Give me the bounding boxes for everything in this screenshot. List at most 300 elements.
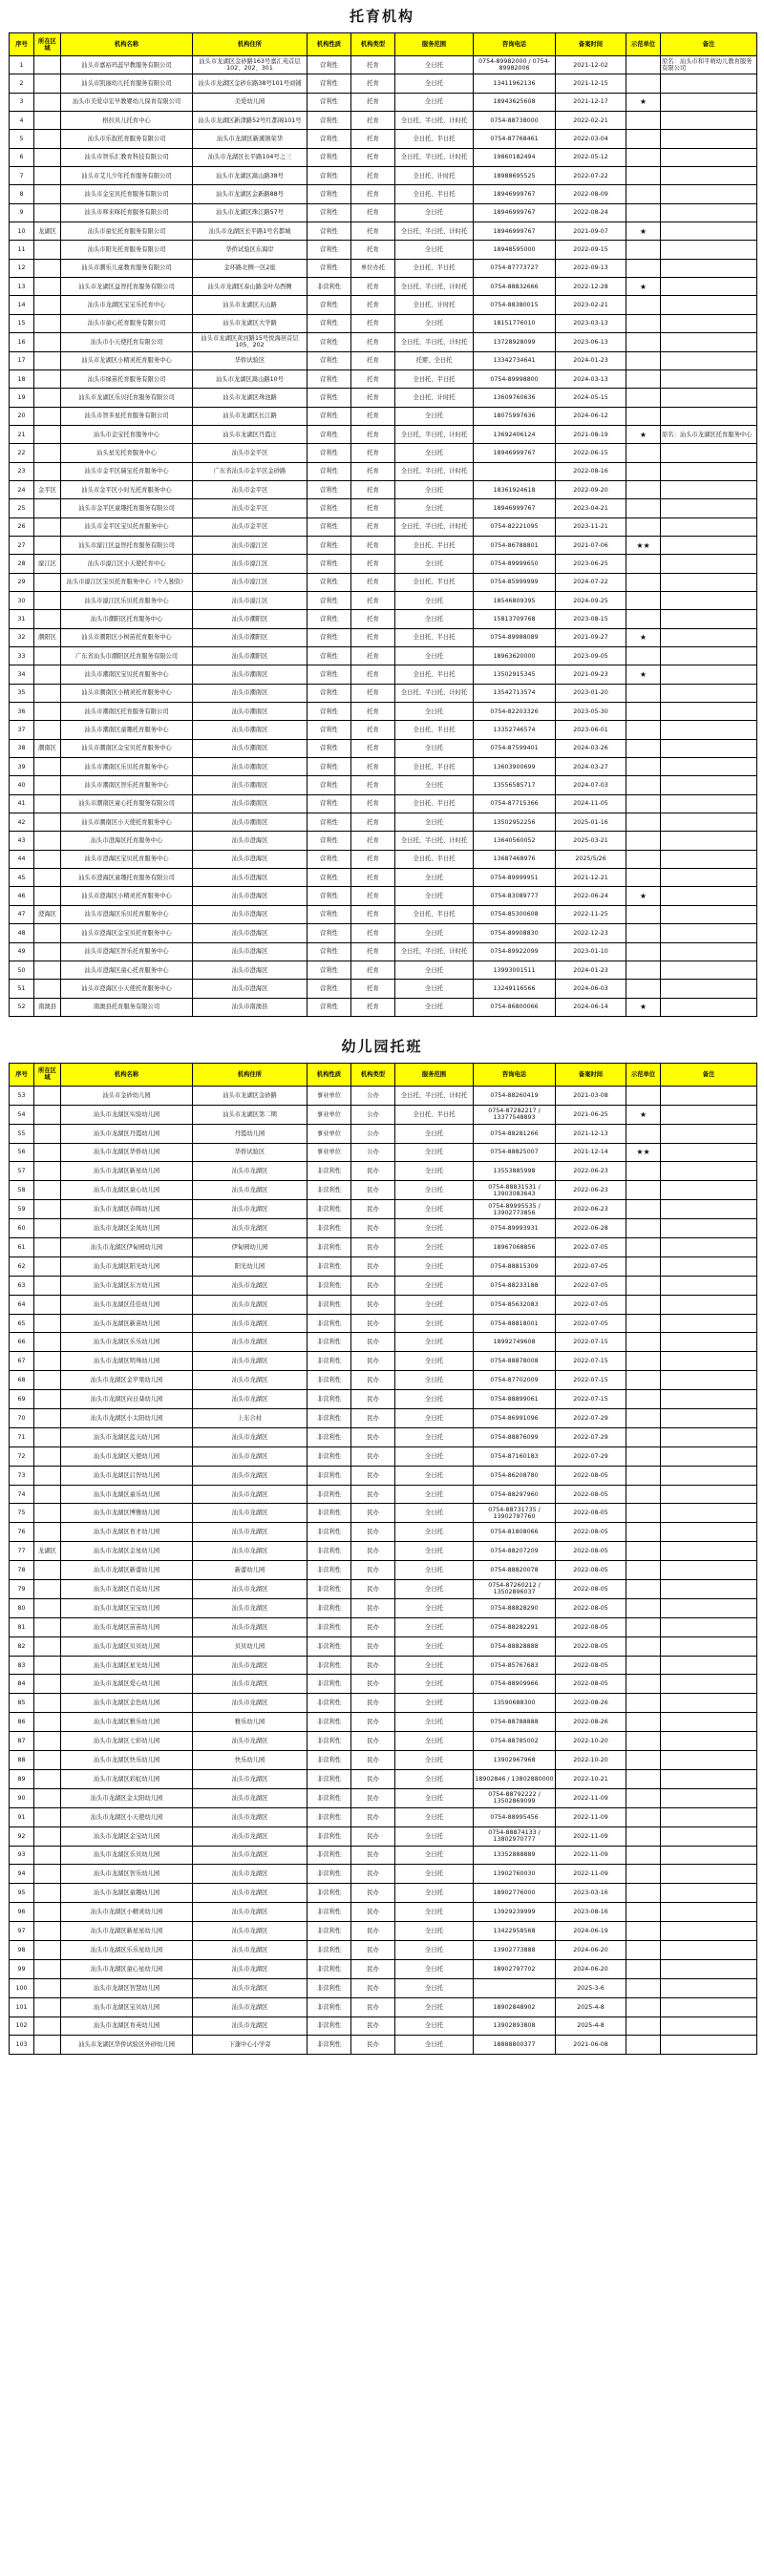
nature-cell: 非营利性 [308, 1390, 351, 1409]
demo-cell [626, 1598, 661, 1617]
seq-cell: 60 [10, 1219, 34, 1238]
demo-cell [626, 1997, 661, 2016]
date-cell: 2024-07-03 [556, 776, 626, 794]
type-cell: 托育 [351, 462, 395, 480]
seq-cell: 93 [10, 1846, 34, 1865]
phone-cell: 0754-88820078 [474, 1561, 556, 1580]
col-header: 机构住所 [193, 33, 308, 56]
address-cell: 汕头市澄海区 [193, 961, 308, 979]
seq-cell: 95 [10, 1884, 34, 1903]
scope-cell: 全日托 [395, 739, 474, 757]
seq-cell: 23 [10, 462, 34, 480]
nature-cell: 非营利性 [308, 1769, 351, 1788]
type-cell: 托育 [351, 167, 395, 185]
scope-cell: 全日托 [395, 998, 474, 1016]
region-cell [34, 1903, 61, 1922]
seq-cell: 13 [10, 278, 34, 296]
date-cell: 2022-06-23 [556, 1162, 626, 1181]
demo-cell [626, 517, 661, 536]
note-cell [661, 721, 757, 739]
nature-cell: 事业单位 [308, 1124, 351, 1143]
name-cell: 汕头市龙湖区丹霞幼儿园 [61, 1124, 193, 1143]
table-header [10, 33, 757, 56]
nature-cell: 非营利性 [308, 1751, 351, 1770]
name-cell: 汕头市龙湖区童心幼儿园 [61, 1181, 193, 1200]
name-cell: 汕头市潮南区宝贝托育服务中心 [61, 665, 193, 684]
seq-cell: 39 [10, 758, 34, 776]
name-cell: 南澳县托育服务有限公司 [61, 998, 193, 1016]
table-row [10, 850, 757, 868]
demo-cell [626, 1713, 661, 1732]
region-cell: 龙湖区 [34, 1542, 61, 1561]
address-cell: 贝贝幼儿园 [193, 1636, 308, 1656]
type-cell: 托育 [351, 961, 395, 979]
address-cell: 汕头市龙湖区 [193, 1807, 308, 1826]
region-cell: 龙湖区 [34, 222, 61, 241]
nature-cell: 营利性 [308, 998, 351, 1016]
scope-cell: 全日托 [395, 1485, 474, 1504]
date-cell: 2021-12-02 [556, 56, 626, 74]
table-row [10, 1485, 757, 1504]
scope-cell: 全日托 [395, 776, 474, 794]
demo-cell [626, 813, 661, 832]
name-cell: 汕头市濠江区小天使托育中心 [61, 555, 193, 573]
name-cell: 汕头市龙湖区乐贝幼儿园 [61, 1846, 193, 1865]
phone-cell: 18992749608 [474, 1333, 556, 1352]
seq-cell: 36 [10, 703, 34, 721]
nature-cell: 非营利性 [308, 1295, 351, 1314]
demo-cell [626, 1656, 661, 1675]
note-cell [661, 610, 757, 628]
scope-cell: 全日托 [395, 1256, 474, 1276]
date-cell: 2021-06-25 [556, 1105, 626, 1124]
date-cell: 2022-11-09 [556, 1807, 626, 1826]
name-cell: 汕头市龙湖区童乐幼儿园 [61, 1485, 193, 1504]
address-cell: 华侨试验区 [193, 1143, 308, 1162]
scope-cell: 全日托 [395, 1732, 474, 1751]
phone-cell: 13609760636 [474, 389, 556, 407]
date-cell: 2022-08-05 [556, 1636, 626, 1656]
demo-cell [626, 74, 661, 93]
region-cell [34, 1219, 61, 1238]
table-row [10, 1769, 757, 1788]
scope-cell: 全日托、半日托 [395, 850, 474, 868]
nature-cell: 非营利性 [308, 1826, 351, 1846]
type-cell: 民办 [351, 1200, 395, 1219]
note-cell [661, 1352, 757, 1371]
nature-cell: 营利性 [308, 721, 351, 739]
note-cell [661, 1466, 757, 1485]
type-cell: 公办 [351, 1124, 395, 1143]
name-cell: 汕头市智乐汇教育科技有限公司 [61, 148, 193, 166]
name-cell: 汕头市龙湖区贝贝幼儿园 [61, 1636, 193, 1656]
type-cell: 民办 [351, 2036, 395, 2055]
name-cell: 汕头市潮南区小精灵托育服务中心 [61, 684, 193, 702]
phone-cell: 19860182494 [474, 148, 556, 166]
demo-cell [626, 1675, 661, 1694]
type-cell: 托育 [351, 241, 395, 259]
scope-cell: 全日托 [395, 1769, 474, 1788]
date-cell: 2021-03-08 [556, 1086, 626, 1105]
type-cell: 托育 [351, 112, 395, 130]
name-cell: 汕头市潮南区乐贝托育服务中心 [61, 758, 193, 776]
phone-cell: 0754-89922099 [474, 942, 556, 961]
type-cell: 民办 [351, 1466, 395, 1485]
demo-cell [626, 739, 661, 757]
note-cell [661, 2036, 757, 2055]
demo-cell [626, 2036, 661, 2055]
type-cell: 民办 [351, 1390, 395, 1409]
table-row [10, 924, 757, 942]
type-cell: 民办 [351, 1295, 395, 1314]
demo-cell [626, 1694, 661, 1713]
region-cell [34, 647, 61, 665]
table-row [10, 942, 757, 961]
scope-cell: 全日托 [395, 314, 474, 332]
region-cell [34, 1143, 61, 1162]
nature-cell: 营利性 [308, 56, 351, 74]
scope-cell: 全日托 [395, 444, 474, 462]
demo-cell [626, 296, 661, 314]
nature-cell: 非营利性 [308, 1219, 351, 1238]
name-cell: 汕头市龙湖区育英幼儿园 [61, 2016, 193, 2036]
scope-cell: 全日托 [395, 887, 474, 905]
name-cell: 汕头市龙湖区智乐幼儿园 [61, 1865, 193, 1884]
nature-cell: 营利性 [308, 794, 351, 813]
date-cell: 2021-09-07 [556, 222, 626, 241]
address-cell: 汕头市龙湖区 [193, 1884, 308, 1903]
table-row [10, 1807, 757, 1826]
table-row [10, 1598, 757, 1617]
phone-cell: 0754-88380015 [474, 296, 556, 314]
nature-cell: 营利性 [308, 776, 351, 794]
scope-cell: 全日托 [395, 1598, 474, 1617]
section-title-kindergarten: 幼儿园托班 [341, 1037, 423, 1055]
seq-cell: 50 [10, 961, 34, 979]
phone-cell: 0754-88878008 [474, 1352, 556, 1371]
seq-cell: 98 [10, 1940, 34, 1959]
type-cell: 民办 [351, 1238, 395, 1257]
date-cell: 2025-4-8 [556, 1997, 626, 2016]
table-row [10, 591, 757, 609]
seq-cell: 3 [10, 93, 34, 111]
address-cell: 快乐幼儿园 [193, 1751, 308, 1770]
region-cell [34, 1200, 61, 1219]
demo-cell [626, 1162, 661, 1181]
table-row [10, 56, 757, 74]
table-row [10, 241, 757, 259]
demo-cell [626, 56, 661, 74]
seq-cell: 78 [10, 1561, 34, 1580]
address-cell: 汕头市龙湖区黄河路15号悦海居首层105、202 [193, 333, 308, 351]
seq-cell: 59 [10, 1200, 34, 1219]
note-cell [661, 776, 757, 794]
name-cell: 汕头市潮乐儿童教育服务有限公司 [61, 259, 193, 277]
name-cell: 汕头市金平区小时光托育服务中心 [61, 480, 193, 498]
date-cell: 2022-06-23 [556, 1181, 626, 1200]
name-cell: 汕头市龙湖区小精灵托育服务中心 [61, 351, 193, 370]
nature-cell: 营利性 [308, 850, 351, 868]
type-cell: 托育 [351, 370, 395, 388]
scope-cell: 全日托 [395, 1636, 474, 1656]
scope-cell: 全日托、半日托 [395, 905, 474, 923]
nature-cell: 非营利性 [308, 1333, 351, 1352]
nature-cell: 非营利性 [308, 1675, 351, 1694]
table-row [10, 480, 757, 498]
region-cell [34, 167, 61, 185]
demo-cell [626, 721, 661, 739]
region-cell: 濠江区 [34, 555, 61, 573]
type-cell: 托育 [351, 628, 395, 646]
nature-cell: 营利性 [308, 203, 351, 222]
date-cell: 2022-11-09 [556, 1826, 626, 1846]
nature-cell: 营利性 [308, 112, 351, 130]
date-cell: 2022-07-15 [556, 1390, 626, 1409]
demo-cell [626, 850, 661, 868]
phone-cell: 13692406124 [474, 425, 556, 443]
demo-cell [626, 1826, 661, 1846]
address-cell: 汕头市龙湖区珠江路57号 [193, 203, 308, 222]
scope-cell: 全日托、计时托 [395, 296, 474, 314]
seq-cell: 29 [10, 573, 34, 591]
demo-cell [626, 924, 661, 942]
col-header: 服务范围 [395, 33, 474, 56]
date-cell: 2022-07-15 [556, 1371, 626, 1390]
phone-cell: 13352888889 [474, 1846, 556, 1865]
phone-cell: 0754-89993931 [474, 1219, 556, 1238]
type-cell: 民办 [351, 1846, 395, 1865]
type-cell: 民办 [351, 1314, 395, 1333]
table-row [10, 1903, 757, 1922]
address-cell: 广东省汕头市金平区金砂路 [193, 462, 308, 480]
seq-cell: 87 [10, 1732, 34, 1751]
address-cell: 汕头市龙湖区金砂路 [193, 1086, 308, 1105]
type-cell: 托育 [351, 980, 395, 998]
type-cell: 民办 [351, 1352, 395, 1371]
region-cell [34, 499, 61, 517]
date-cell: 2023-06-01 [556, 721, 626, 739]
note-cell [661, 74, 757, 93]
note-cell [661, 1504, 757, 1523]
address-cell: 汕头市龙湖区 [193, 1276, 308, 1295]
nature-cell: 非营利性 [308, 1997, 351, 2016]
address-cell: 汕头市澄海区 [193, 980, 308, 998]
nature-cell: 非营利性 [308, 1466, 351, 1485]
name-cell: 汕头市潮南区童心托育服务有限公司 [61, 794, 193, 813]
name-cell: 汕头市金平区宝贝托育服务中心 [61, 517, 193, 536]
name-cell: 汕头市龙湖区小太阳幼儿园 [61, 1409, 193, 1428]
name-cell: 格拉贝儿托育中心 [61, 112, 193, 130]
demo-cell [626, 314, 661, 332]
scope-cell: 全日托 [395, 924, 474, 942]
scope-cell: 全日托、半日托 [395, 185, 474, 203]
address-cell: 汕头市龙湖区 [193, 1675, 308, 1694]
demo-cell [626, 1903, 661, 1922]
address-cell: 汕头市龙湖区 [193, 1504, 308, 1523]
type-cell: 托育 [351, 499, 395, 517]
region-cell [34, 407, 61, 425]
address-cell: 汕头市澄海区 [193, 887, 308, 905]
address-cell: 汕头市龙湖区 [193, 1959, 308, 1978]
scope-cell: 全日托 [395, 1694, 474, 1713]
type-cell: 民办 [351, 1333, 395, 1352]
type-cell: 民办 [351, 1997, 395, 2016]
table-row [10, 1788, 757, 1807]
note-cell [661, 1807, 757, 1826]
region-cell [34, 333, 61, 351]
date-cell: 2021-12-21 [556, 869, 626, 887]
region-cell [34, 1884, 61, 1903]
scope-cell: 全日托 [395, 610, 474, 628]
address-cell: 汕头市金平区 [193, 444, 308, 462]
table-row [10, 203, 757, 222]
date-cell: 2024-06-20 [556, 1940, 626, 1959]
date-cell: 2022-08-05 [556, 1580, 626, 1599]
scope-cell: 全日托、半日托 [395, 665, 474, 684]
address-cell: 美爱幼儿园 [193, 93, 308, 111]
scope-cell: 全日托、半日托 [395, 1105, 474, 1124]
seq-cell: 2 [10, 74, 34, 93]
address-cell: 汕头市龙湖区 [193, 1427, 308, 1446]
date-cell: 2022-07-05 [556, 1295, 626, 1314]
address-cell: 华侨试验区东海岸 [193, 241, 308, 259]
nature-cell: 非营利性 [308, 1978, 351, 1997]
scope-cell: 全日托、半日托、计时托 [395, 112, 474, 130]
demo-cell [626, 259, 661, 277]
col-header: 示范单位 [626, 33, 661, 56]
phone-cell: 13502915345 [474, 665, 556, 684]
date-cell: 2022-07-29 [556, 1446, 626, 1466]
scope-cell: 全日托 [395, 1580, 474, 1599]
type-cell: 托育 [351, 389, 395, 407]
region-cell [34, 776, 61, 794]
nature-cell: 非营利性 [308, 1427, 351, 1446]
date-cell: 2023-09-05 [556, 647, 626, 665]
date-cell: 2022-08-05 [556, 1466, 626, 1485]
note-cell [661, 591, 757, 609]
address-cell: 汕头市龙湖区 [193, 1485, 308, 1504]
scope-cell: 全日托 [395, 1807, 474, 1826]
region-cell [34, 148, 61, 166]
seq-cell: 42 [10, 813, 34, 832]
phone-cell: 0754-88738000 [474, 112, 556, 130]
region-cell [34, 1409, 61, 1428]
seq-cell: 88 [10, 1751, 34, 1770]
scope-cell: 全日托 [395, 1371, 474, 1390]
seq-cell: 84 [10, 1675, 34, 1694]
phone-cell: 0754-89999951 [474, 869, 556, 887]
section-title-childcare: 托育机构 [349, 8, 414, 25]
note-cell: 原名：汕头市龙湖区托育服务中心 [661, 425, 757, 443]
nature-cell: 事业单位 [308, 1086, 351, 1105]
seq-cell: 65 [10, 1314, 34, 1333]
scope-cell: 全日托 [395, 1940, 474, 1959]
scope-cell: 全日托 [395, 1409, 474, 1428]
type-cell: 民办 [351, 1636, 395, 1656]
demo-cell: ★★ [626, 536, 661, 554]
nature-cell: 非营利性 [308, 1732, 351, 1751]
nature-cell: 营利性 [308, 905, 351, 923]
col-header: 服务范围 [395, 1063, 474, 1086]
table-row [10, 776, 757, 794]
region-cell [34, 1352, 61, 1371]
address-cell: 汕头市龙湖区新溪镇荣华 [193, 130, 308, 148]
date-cell: 2022-08-16 [556, 462, 626, 480]
type-cell: 民办 [351, 1276, 395, 1295]
region-cell [34, 1561, 61, 1580]
table-row [10, 665, 757, 684]
table-row [10, 93, 757, 111]
name-cell: 汕头市龙湖区宝贝幼儿园 [61, 1997, 193, 2016]
address-cell: 汕头市龙湖区 [193, 2016, 308, 2036]
scope-cell: 全日托 [395, 1675, 474, 1694]
seq-cell: 72 [10, 1446, 34, 1466]
nature-cell: 非营利性 [308, 1371, 351, 1390]
seq-cell: 44 [10, 850, 34, 868]
seq-cell: 92 [10, 1826, 34, 1846]
region-cell [34, 665, 61, 684]
table-row [10, 832, 757, 850]
address-cell: 汕头市龙湖区 [193, 1598, 308, 1617]
demo-cell [626, 203, 661, 222]
date-cell: 2022-10-20 [556, 1732, 626, 1751]
table-row [10, 555, 757, 573]
demo-cell [626, 1409, 661, 1428]
scope-cell: 全日托、半日托、计时托 [395, 517, 474, 536]
name-cell: 汕头市龙湖区东方幼儿园 [61, 1276, 193, 1295]
table-row [10, 314, 757, 332]
seq-cell: 16 [10, 333, 34, 351]
date-cell: 2024-06-12 [556, 407, 626, 425]
type-cell: 托育 [351, 278, 395, 296]
seq-cell: 97 [10, 1922, 34, 1941]
region-cell [34, 1922, 61, 1941]
phone-cell: 0754-89999650 [474, 555, 556, 573]
date-cell: 2022-02-21 [556, 112, 626, 130]
phone-cell: 0754-85300608 [474, 905, 556, 923]
seq-cell: 103 [10, 2036, 34, 2055]
region-cell [34, 1598, 61, 1617]
type-cell: 托育 [351, 333, 395, 351]
phone-cell: 0754-88207209 [474, 1542, 556, 1561]
nature-cell: 营利性 [308, 185, 351, 203]
col-header: 机构类型 [351, 1063, 395, 1086]
nature-cell: 营利性 [308, 148, 351, 166]
nature-cell: 非营利性 [308, 1561, 351, 1580]
date-cell: 2022-05-12 [556, 148, 626, 166]
date-cell: 2022-08-05 [556, 1504, 626, 1523]
nature-cell: 营利性 [308, 333, 351, 351]
address-cell: 汕头市龙湖区珠池路 [193, 389, 308, 407]
seq-cell: 46 [10, 887, 34, 905]
demo-cell [626, 794, 661, 813]
nature-cell: 非营利性 [308, 278, 351, 296]
phone-cell: 0754-87282217 / 13377548893 [474, 1105, 556, 1124]
name-cell: 汕头市澄海区童趣托育服务有限公司 [61, 869, 193, 887]
phone-cell: 13603900699 [474, 758, 556, 776]
note-cell [661, 998, 757, 1016]
nature-cell: 营利性 [308, 425, 351, 443]
name-cell: 汕头市童心托育服务有限公司 [61, 314, 193, 332]
name-cell: 汕头市龙湖区育才幼儿园 [61, 1523, 193, 1542]
note-cell [661, 1826, 757, 1846]
seq-cell: 82 [10, 1636, 34, 1656]
nature-cell: 营利性 [308, 517, 351, 536]
address-cell: 汕头市龙湖区 [193, 1523, 308, 1542]
type-cell: 民办 [351, 1903, 395, 1922]
region-cell [34, 1390, 61, 1409]
phone-cell: 18946999767 [474, 203, 556, 222]
